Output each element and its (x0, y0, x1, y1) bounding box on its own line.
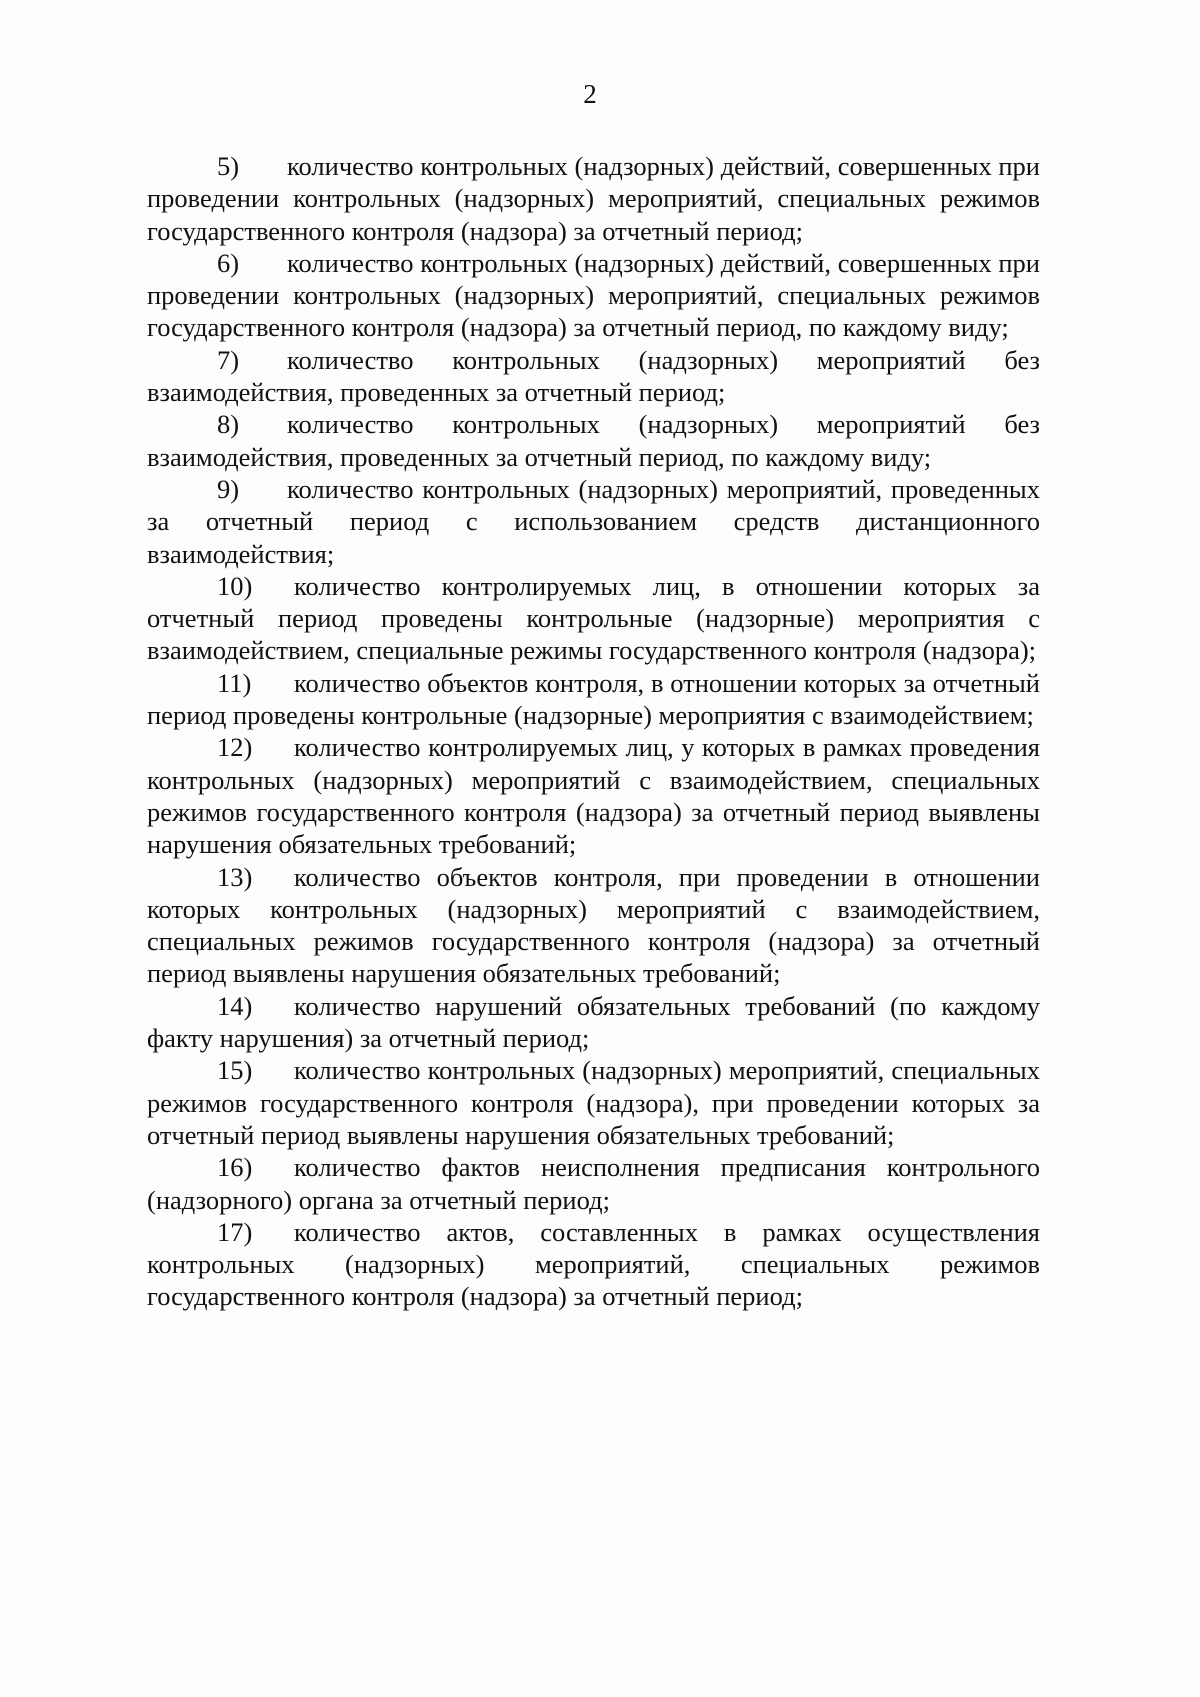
item-text: количество актов, составленных в рамках осуществления контрольных (надзорных) мероприятий, специальных режимов государственного контроля (надзора) за отчетный период; (147, 1216, 1040, 1312)
document-body (147, 150, 1040, 1313)
item-number: 11) (217, 667, 252, 698)
item-text: количество контролируемых лиц, в отношении которых за отчетный период проведены контрольные (надзорные) мероприятия с взаимодействием, специальные режимы государственного контроля (надзора); (147, 570, 1040, 666)
item-text: количество контрольных (надзорных) действий, совершенных при проведении контрольных (надзорных) мероприятий, специальных режимов государственного контроля (надзора) за отчетный период, по каждому виду; (147, 247, 1040, 343)
list-item-14 (147, 990, 1040, 1055)
list-item-5 (147, 150, 1040, 247)
item-text: количество фактов неисполнения предписания контрольного (надзорного) органа за отчетный период; (147, 1152, 1040, 1215)
item-text: количество контрольных (надзорных) мероприятий без взаимодействия, проведенных за отчетный период, по каждому виду; (147, 409, 1040, 472)
page-number: 2 (583, 79, 597, 109)
list-item-8 (147, 408, 1040, 473)
list-item-15 (147, 1054, 1040, 1151)
item-number: 17) (217, 1216, 253, 1247)
list-item-7 (147, 344, 1040, 409)
item-text: количество объектов контроля, в отношении которых за отчетный период проведены контрольные (надзорные) мероприятия с взаимодействием; (147, 667, 1040, 731)
item-text: количество объектов контроля, при проведении в отношении которых контрольных (надзорных) мероприятий с взаимодействием, специальных режимов государственного контроля (надзора) за отчетный период выявлены нарушения обязательных требований; (147, 861, 1040, 989)
list-item-6 (147, 247, 1040, 344)
item-number: 12) (217, 732, 253, 763)
item-text: количество контрольных (надзорных) мероприятий, проведенных за отчетный период с использованием средств дистанционного взаимодействия; (147, 473, 1040, 569)
list-item-11 (147, 667, 1040, 732)
item-text: количество контрольных (надзорных) мероприятий без взаимодействия, проведенных за отчетный период; (147, 344, 1040, 408)
item-number: 9) (217, 473, 240, 504)
item-number: 10) (217, 570, 253, 601)
item-number: 8) (217, 409, 240, 440)
item-number: 13) (217, 861, 253, 892)
item-number: 5) (217, 151, 240, 181)
list-item-9 (147, 473, 1040, 570)
item-number: 14) (217, 990, 253, 1021)
item-number: 15) (217, 1055, 253, 1086)
item-number: 16) (217, 1152, 253, 1183)
list-item-16 (147, 1151, 1040, 1216)
item-text: количество контрольных (надзорных) мероприятий, специальных режимов государственного контроля (надзора), при проведении которых за отчетный период выявлены нарушения обязательных требований; (147, 1055, 1040, 1150)
list-item-10 (147, 570, 1040, 667)
list-item-13 (147, 861, 1040, 990)
item-text: количество нарушений обязательных требований (по каждому факту нарушения) за отчетный период; (147, 990, 1040, 1054)
list-item-12 (147, 731, 1040, 860)
item-text: количество контрольных (надзорных) действий, совершенных при проведении контрольных (надзорных) мероприятий, специальных режимов государственного контроля (надзора) за отчетный период; (147, 151, 1040, 246)
item-number: 6) (217, 247, 240, 278)
item-text: количество контролируемых лиц, у которых в рамках проведения контрольных (надзорных) мероприятий с взаимодействием, специальных режимов государственного контроля (надзора) за отчетный период выявлены нарушения обязательных требований; (147, 732, 1040, 860)
item-number: 7) (217, 344, 240, 375)
list-item-17 (147, 1216, 1040, 1313)
